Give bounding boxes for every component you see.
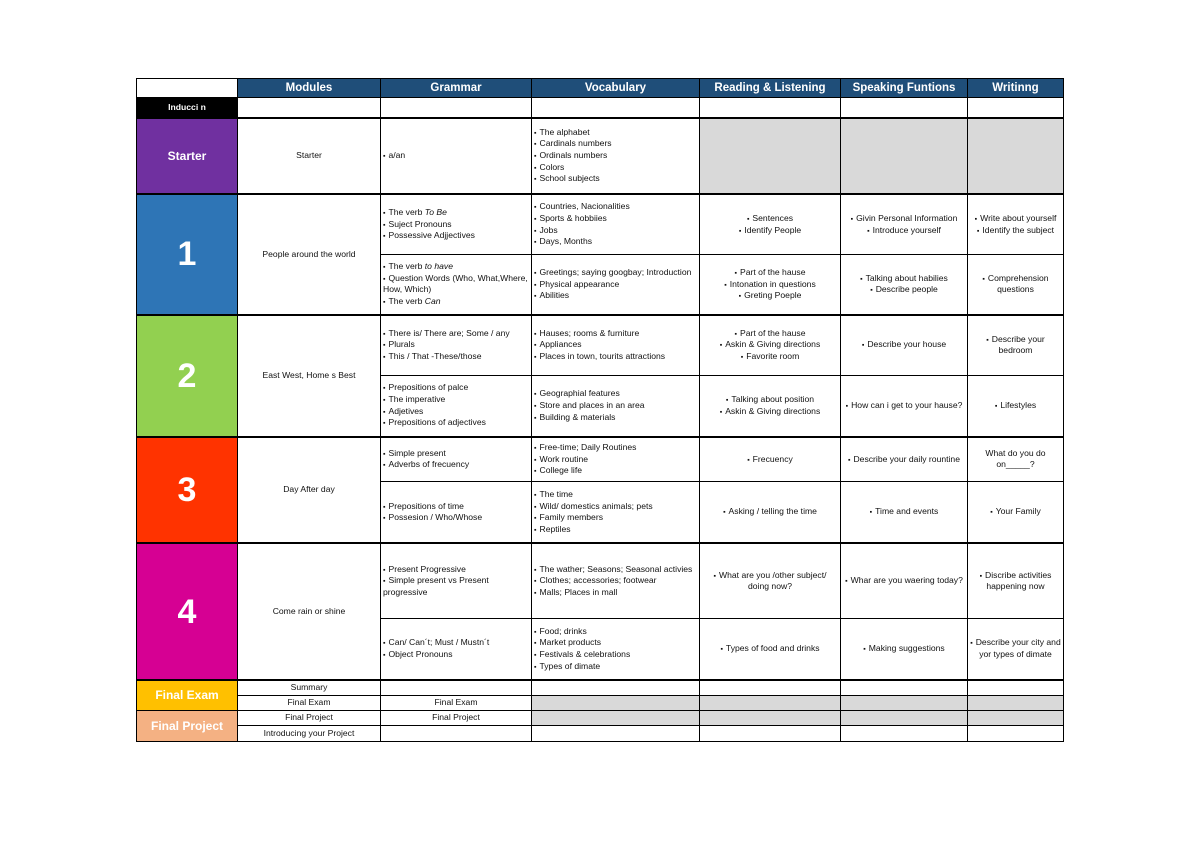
- list-item: ▪ Geographial features: [534, 388, 697, 400]
- starter-vocabulary: [532, 118, 700, 194]
- list-item: ▪ Jobs: [534, 225, 697, 237]
- unit1-label: 1: [137, 194, 238, 315]
- final-project-label: Final Project: [137, 710, 238, 741]
- starter-row: [137, 118, 1064, 194]
- header-speaking-functions: Speaking Funtions: [841, 79, 968, 98]
- unit1-a-grammar: [381, 194, 532, 254]
- unit3-b-vocabulary: [532, 482, 700, 543]
- unit1-b-speaking: [841, 255, 968, 315]
- final-exam-summary: Summary: [238, 680, 381, 695]
- list-item: ▪ Making suggestions: [843, 643, 965, 655]
- list-item: ▪ There is/ There are; Some / any: [383, 328, 529, 340]
- list-item: ▪ Possessive Adjjectives: [383, 230, 529, 242]
- unit4-module: Come rain or shine: [238, 543, 381, 680]
- list-item: ▪ Countries, Nacionalities: [534, 201, 697, 213]
- list-item: ▪ Frecuency: [702, 454, 838, 466]
- starter-grammar: [381, 118, 532, 194]
- unit2-b-reading: [700, 375, 841, 436]
- final-project-reading-2: [700, 725, 841, 741]
- list-item: ▪ The imperative: [383, 394, 529, 406]
- unit3-a-vocabulary: [532, 437, 700, 482]
- unit2-row-a: [137, 315, 1064, 375]
- unit3-module: Day After day: [238, 437, 381, 544]
- unit4-b-vocabulary: [532, 619, 700, 680]
- final-exam-speaking-2: [841, 695, 968, 710]
- unit2-b-writing: [968, 375, 1064, 436]
- unit3-a-speaking: [841, 437, 968, 482]
- unit4-a-vocabulary: [532, 543, 700, 618]
- header-modules: Modules: [238, 79, 381, 98]
- list-item: ▪ Introduce yourself: [843, 225, 965, 237]
- final-project-row-2: [137, 725, 1064, 741]
- list-item: ▪ Building & materials: [534, 412, 697, 424]
- final-project-grammar: Final Project: [381, 710, 532, 725]
- starter-module: Starter: [238, 118, 381, 194]
- list-item: ▪ Types of dimate: [534, 661, 697, 673]
- list-item: ▪ a/an: [383, 150, 529, 162]
- final-exam-grammar: Final Exam: [381, 695, 532, 710]
- unit3-b-writing: [968, 482, 1064, 543]
- final-project-writing-1: [968, 710, 1064, 725]
- unit4-a-writing: [968, 543, 1064, 618]
- unit2-a-grammar: [381, 315, 532, 375]
- final-project-speaking-1: [841, 710, 968, 725]
- list-item: ▪ Sentences: [702, 213, 838, 225]
- list-item: ▪ Describe your city and yor types of dimate: [970, 637, 1061, 660]
- final-project-vocab-2: [532, 725, 700, 741]
- unit4-b-writing: [968, 619, 1064, 680]
- list-item: ▪ Time and events: [843, 506, 965, 518]
- list-item: ▪ Appliances: [534, 339, 697, 351]
- final-exam-vocab-2: [532, 695, 700, 710]
- list-item: ▪ Intonation in questions: [702, 279, 838, 291]
- final-exam-writing-2: [968, 695, 1064, 710]
- list-item: ▪ Simple present: [383, 448, 529, 460]
- list-item: ▪ Write about yourself: [970, 213, 1061, 225]
- list-item: ▪ Present Progressive: [383, 564, 529, 576]
- unit2-a-speaking: [841, 315, 968, 375]
- list-item: ▪ Describe your house: [843, 339, 965, 351]
- unit2-b-grammar: [381, 375, 532, 436]
- induction-label: Inducci n: [137, 98, 238, 118]
- unit1-b-writing: [968, 255, 1064, 315]
- final-exam-module: Final Exam: [238, 695, 381, 710]
- list-item: ▪ The alphabet: [534, 127, 697, 139]
- induction-vocabulary-cell: [532, 98, 700, 118]
- unit4-row-a: [137, 543, 1064, 618]
- induction-reading-cell: [700, 98, 841, 118]
- list-item: ▪ Wild/ domestics animals; pets: [534, 501, 697, 513]
- list-item: ▪ Festivals & celebrations: [534, 649, 697, 661]
- list-item: ▪ Types of food and drinks: [702, 643, 838, 655]
- unit1-a-writing: [968, 194, 1064, 254]
- unit2-module: East West, Home s Best: [238, 315, 381, 437]
- list-item: ▪ Adjetives: [383, 406, 529, 418]
- list-item: ▪ Cardinals numbers: [534, 138, 697, 150]
- unit3-b-grammar: [381, 482, 532, 543]
- unit4-b-reading: [700, 619, 841, 680]
- list-item: ▪ Physical appearance: [534, 279, 697, 291]
- final-project-vocab-1: [532, 710, 700, 725]
- unit3-b-reading: [700, 482, 841, 543]
- list-item: ▪ Clothes; accessories; footwear: [534, 575, 697, 587]
- unit3-a-writing: [968, 437, 1064, 482]
- list-item: ▪ This / That -These/those: [383, 351, 529, 363]
- unit2-a-writing: [968, 315, 1064, 375]
- header-reading-listening: Reading & Listening: [700, 79, 841, 98]
- list-item: ▪ Food; drinks: [534, 626, 697, 638]
- list-item: ▪ Asking / telling the time: [702, 506, 838, 518]
- list-item: ▪ Comprehension questions: [970, 273, 1061, 296]
- unit2-a-vocabulary: [532, 315, 700, 375]
- unit1-a-reading: [700, 194, 841, 254]
- unit1-module: People around the world: [238, 194, 381, 315]
- list-item: ▪ Days, Months: [534, 236, 697, 248]
- list-item: ▪ Greting Poeple: [702, 290, 838, 302]
- final-exam-row-2: [137, 695, 1064, 710]
- final-exam-grammar-1: [381, 680, 532, 695]
- list-item: ▪ Whar are you waering today?: [843, 575, 965, 587]
- list-item: ▪ Identify People: [702, 225, 838, 237]
- list-item: ▪ Askin & Giving directions: [702, 339, 838, 351]
- list-item: ▪ Adverbs of frecuency: [383, 459, 529, 471]
- list-item: ▪ Describe your daily rountine: [843, 454, 965, 466]
- unit4-a-reading: [700, 543, 841, 618]
- writing-prompt: What do you do on_____?: [985, 447, 1046, 470]
- list-item: ▪ What are you /other subject/ doing now?: [702, 570, 838, 593]
- unit2-label: 2: [137, 315, 238, 437]
- list-item: ▪ School subjects: [534, 173, 697, 185]
- induction-grammar-cell: [381, 98, 532, 118]
- starter-label: Starter: [137, 118, 238, 194]
- curriculum-table: [136, 78, 1064, 742]
- unit2-a-reading: [700, 315, 841, 375]
- unit4-b-speaking: [841, 619, 968, 680]
- list-item: ▪ Store and places in an area: [534, 400, 697, 412]
- final-project-module: Final Project: [238, 710, 381, 725]
- list-item: ▪ Can/ Can´t; Must / Mustn´t: [383, 637, 529, 649]
- induction-row: [137, 98, 1064, 118]
- list-item: ▪ Discribe activities happening now: [970, 570, 1061, 593]
- list-item: ▪ Favorite room: [702, 351, 838, 363]
- list-item: ▪ Describe people: [843, 284, 965, 296]
- final-exam-writing-1: [968, 680, 1064, 695]
- list-item: ▪ Places in town, tourits attractions: [534, 351, 697, 363]
- list-item: ▪ College life: [534, 465, 697, 477]
- list-item: ▪ Suject Pronouns: [383, 219, 529, 231]
- unit4-label: 4: [137, 543, 238, 680]
- unit2-b-vocabulary: [532, 375, 700, 436]
- final-project-speaking-2: [841, 725, 968, 741]
- final-exam-row-1: [137, 680, 1064, 695]
- unit3-a-reading: [700, 437, 841, 482]
- unit2-b-speaking: [841, 375, 968, 436]
- list-item: ▪ The verb to have: [383, 261, 529, 273]
- list-item: ▪ Family members: [534, 512, 697, 524]
- header-writing: Writinng: [968, 79, 1064, 98]
- unit4-a-speaking: [841, 543, 968, 618]
- list-item: ▪ Possesion / Who/Whose: [383, 512, 529, 524]
- unit1-a-speaking: [841, 194, 968, 254]
- starter-reading-cell: [700, 118, 841, 194]
- list-item: ▪ Market products: [534, 637, 697, 649]
- list-item: ▪ The time: [534, 489, 697, 501]
- unit1-b-grammar: [381, 255, 532, 315]
- unit4-a-grammar: [381, 543, 532, 618]
- list-item: ▪ Your Family: [970, 506, 1061, 518]
- header-corner-cell: [137, 79, 238, 98]
- unit1-row-a: [137, 194, 1064, 254]
- list-item: ▪ Part of the hause: [702, 267, 838, 279]
- list-item: ▪ Greetings; saying googbay; Introduction: [534, 267, 697, 279]
- final-project-introducing: Introducing your Project: [238, 725, 381, 741]
- list-item: ▪ Reptiles: [534, 524, 697, 536]
- unit3-b-speaking: [841, 482, 968, 543]
- starter-writing-cell: [968, 118, 1064, 194]
- induction-modules-cell: [238, 98, 381, 118]
- list-item: ▪ Colors: [534, 162, 697, 174]
- list-item: ▪ Plurals: [383, 339, 529, 351]
- list-item: ▪ Prepositions of palce: [383, 382, 529, 394]
- list-item: ▪ Talking about habilies: [843, 273, 965, 285]
- list-item: ▪ Describe your bedroom: [970, 334, 1061, 357]
- unit3-label: 3: [137, 437, 238, 544]
- list-item: ▪ Givin Personal Information: [843, 213, 965, 225]
- unit4-b-grammar: [381, 619, 532, 680]
- list-item: ▪ Work routine: [534, 454, 697, 466]
- list-item: ▪ Askin & Giving directions: [702, 406, 838, 418]
- list-item: ▪ Simple present vs Present progressive: [383, 575, 529, 598]
- final-project-reading-1: [700, 710, 841, 725]
- list-item: ▪ Part of the hause: [702, 328, 838, 340]
- list-item: ▪ Abilities: [534, 290, 697, 302]
- final-exam-vocab-1: [532, 680, 700, 695]
- header-grammar: Grammar: [381, 79, 532, 98]
- list-item: ▪ Prepositions of time: [383, 501, 529, 513]
- list-item: ▪ The verb To Be: [383, 207, 529, 219]
- unit1-b-reading: [700, 255, 841, 315]
- list-item: ▪ Free-time; Daily Routines: [534, 442, 697, 454]
- final-project-writing-2: [968, 725, 1064, 741]
- list-item: ▪ Object Pronouns: [383, 649, 529, 661]
- unit1-a-vocabulary: [532, 194, 700, 254]
- final-project-row-1: [137, 710, 1064, 725]
- final-exam-reading-2: [700, 695, 841, 710]
- list-item: ▪ Talking about position: [702, 394, 838, 406]
- list-item: ▪ The wather; Seasons; Seasonal activies: [534, 564, 697, 576]
- list-item: ▪ Ordinals numbers: [534, 150, 697, 162]
- list-item: ▪ Question Words (Who, What,Where, How, Which): [383, 273, 529, 296]
- final-exam-speaking-1: [841, 680, 968, 695]
- list-item: ▪ Malls; Places in mall: [534, 587, 697, 599]
- header-row: [137, 79, 1064, 98]
- final-project-grammar-2: [381, 725, 532, 741]
- unit1-b-vocabulary: [532, 255, 700, 315]
- list-item: ▪ Lifestyles: [970, 400, 1061, 412]
- unit3-row-a: [137, 437, 1064, 482]
- list-item: ▪ Prepositions of adjectives: [383, 417, 529, 429]
- final-exam-label: Final Exam: [137, 680, 238, 710]
- induction-writing-cell: [968, 98, 1064, 118]
- unit3-a-grammar: [381, 437, 532, 482]
- list-item: ▪ The verb Can: [383, 296, 529, 308]
- starter-speaking-cell: [841, 118, 968, 194]
- list-item: ▪ Hauses; rooms & furniture: [534, 328, 697, 340]
- list-item: ▪ How can i get to your hause?: [843, 400, 965, 412]
- list-item: ▪ Sports & hobbiies: [534, 213, 697, 225]
- final-exam-reading-1: [700, 680, 841, 695]
- induction-speaking-cell: [841, 98, 968, 118]
- list-item: ▪ Identify the subject: [970, 225, 1061, 237]
- header-vocabulary: Vocabulary: [532, 79, 700, 98]
